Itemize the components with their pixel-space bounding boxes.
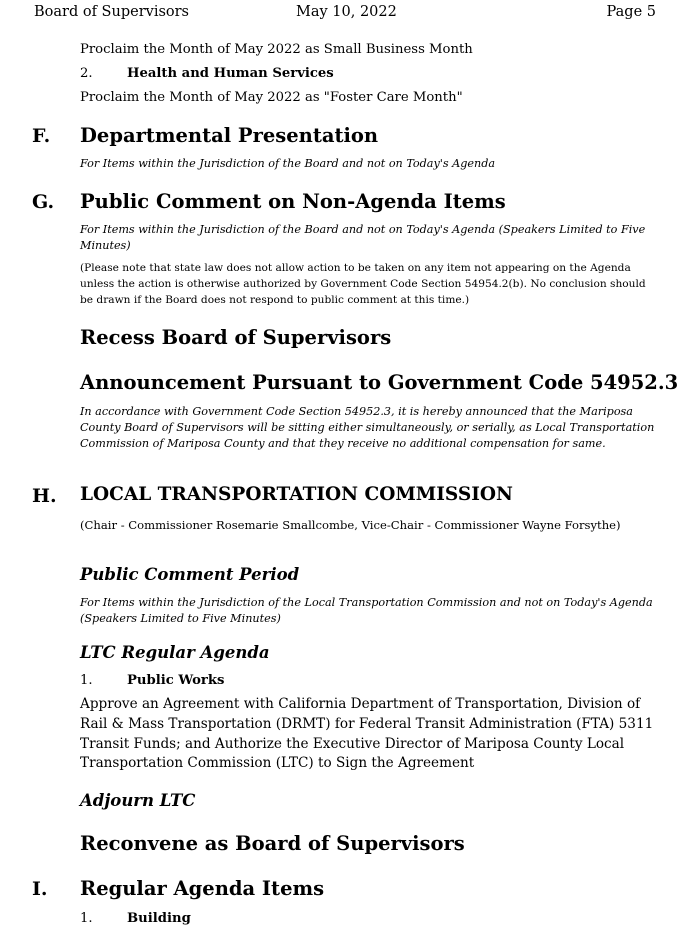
public-works-item-text: Approve an Agreement with California Department of Transportation, Division of Rail & Mass Transportation (DRMT) for Federal Transit Administration (FTA) 5311 Transit Funds; and Authorize the Executive Director of Mariposa County Local Transportation Commission (LTC) to Sign the Agreement	[80, 696, 654, 772]
section-g-letter: G.	[32, 191, 55, 213]
section-g-title: Public Comment on Non-Agenda Items	[80, 190, 506, 213]
section-h-title: LOCAL TRANSPORTATION COMMISSION	[80, 484, 513, 505]
item-title: Building	[127, 911, 191, 926]
agenda-item-building	[80, 909, 658, 928]
adjourn-ltc-title: Adjourn LTC	[80, 791, 196, 810]
header-date: May 10, 2022	[296, 4, 397, 20]
section-f-letter: F.	[32, 125, 51, 147]
section-g-disclaimer: (Please note that state law does not allow action to be taken on any item not appearing on the Agenda unless the action is otherwise authorized by Government Code Section 54954.2(b). No conclusion should be drawn if the Board does not respond to public comment at this time.)	[80, 262, 646, 306]
public-comment-period-note: For Items within the Jurisdiction of the Local Transportation Commission and not on Today's Agenda (Speakers Limited to Five Minutes)	[80, 596, 653, 625]
agenda-item-health	[80, 64, 658, 83]
item-title: Public Works	[127, 673, 225, 688]
page-header	[34, 4, 656, 24]
header-board-name: Board of Supervisors	[34, 4, 189, 20]
section-i-title: Regular Agenda Items	[80, 877, 325, 900]
section-g-note: For Items within the Jurisdiction of the Board and not on Today's Agenda (Speakers Limited to Five Minutes)	[80, 223, 646, 252]
section-f-title: Departmental Presentation	[80, 124, 379, 147]
header-page-number: Page 5	[606, 4, 656, 20]
section-i-letter: I.	[32, 878, 48, 900]
item-number: 2.	[80, 66, 93, 81]
item-foster-care-text: Proclaim the Month of May 2022 as "Foster Care Month"	[80, 90, 463, 105]
section-h-letter: H.	[32, 485, 57, 507]
item-small-business-text: Proclaim the Month of May 2022 as Small Business Month	[80, 42, 473, 57]
recess-title: Recess Board of Supervisors	[80, 326, 392, 349]
agenda-item-public-works	[80, 671, 658, 690]
announcement-text: In accordance with Government Code Section 54952.3, it is hereby announced that the Mariposa County Board of Supervisors will be sitting either simultaneously, or serially, as Local Transportation Commission of Mariposa County and that they receive no additional compensation for same.	[80, 405, 655, 450]
item-title: Health and Human Services	[127, 66, 334, 81]
announcement-title: Announcement Pursuant to Government Code 54952.3	[80, 371, 679, 394]
item-number: 1.	[80, 673, 93, 688]
public-comment-period-title: Public Comment Period	[80, 565, 300, 584]
reconvene-title: Reconvene as Board of Supervisors	[80, 832, 465, 855]
item-number: 1.	[80, 911, 93, 926]
section-f-note: For Items within the Jurisdiction of the Board and not on Today's Agenda	[80, 157, 496, 170]
ltc-regular-agenda-title: LTC Regular Agenda	[80, 643, 270, 662]
section-h-chairs: (Chair - Commissioner Rosemarie Smallcombe, Vice-Chair - Commissioner Wayne Forsythe)	[80, 518, 621, 532]
